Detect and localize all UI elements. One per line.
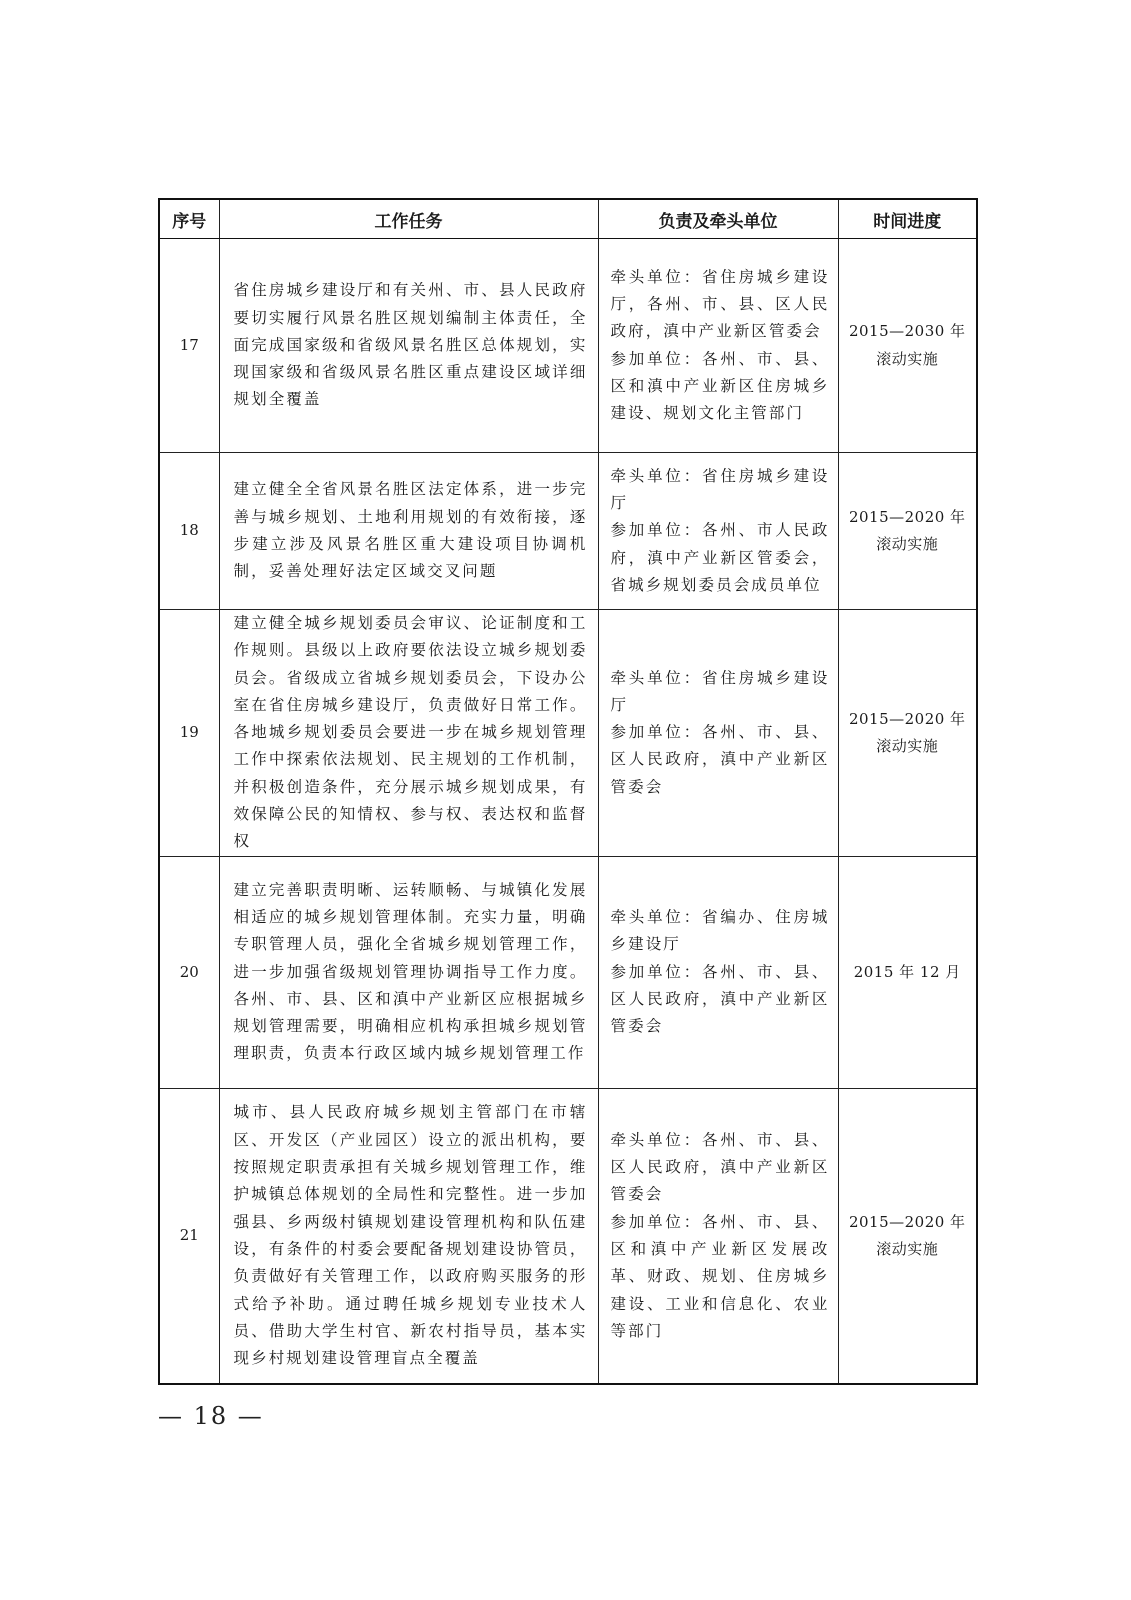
row-time: 2015—2020 年滚动实施 [838,453,977,610]
row-task: 建立完善职责明晰、运转顺畅、与城镇化发展相适应的城乡规划管理体制。充实力量，明确专职管理人员，强化全省城乡规划管理工作，进一步加强省级规划管理协调指导工作力度。各州、市、县、区和滇中产业新区应根据城乡规划管理需要，明确相应机构承担城乡规划管理职责，负责本行政区域内城乡规划管理工作 [219,856,598,1088]
row-number: 19 [159,610,219,857]
header-time: 时间进度 [838,199,977,239]
page-number: — 18 — [158,1402,264,1430]
table-row [159,1088,977,1384]
row-time: 2015 年 12 月 [838,856,977,1088]
lead-unit: 牵头单位：省住房城乡建设厅 [610,466,830,513]
row-dept [598,610,838,857]
table-row [159,239,977,453]
participating-unit: 参加单位：各州、市、县、区人民政府，滇中产业新区管委会 [610,962,830,1036]
row-time: 2015—2020 年滚动实施 [838,1088,977,1384]
table-header [159,199,977,239]
row-number: 17 [159,239,219,453]
header-num: 序号 [159,199,219,239]
header-dept: 负责及牵头单位 [598,199,838,239]
row-number: 20 [159,856,219,1088]
row-number: 21 [159,1088,219,1384]
header-task: 工作任务 [219,199,598,239]
row-dept [598,1088,838,1384]
row-task: 建立健全全省风景名胜区法定体系，进一步完善与城乡规划、土地利用规划的有效衔接，逐步建立涉及风景名胜区重大建设项目协调机制，妥善处理好法定区域交叉问题 [219,453,598,610]
participating-unit: 参加单位：各州、市、县、区人民政府，滇中产业新区管委会 [610,723,830,796]
row-time: 2015—2030 年滚动实施 [838,239,977,453]
participating-unit: 参加单位：各州、市、县、区和滇中产业新区住房城乡建设、规划文化主管部门 [610,349,830,423]
row-task: 城市、县人民政府城乡规划主管部门在市辖区、开发区（产业园区）设立的派出机构，要按照规定职责承担有关城乡规划管理工作，维护城镇总体规划的全局性和完整性。进一步加强县、乡两级村镇规划建设管理机构和队伍建设，有条件的村委会要配备规划建设协管员，负责做好有关管理工作，以政府购买服务的形式给予补助。通过聘任城乡规划专业技术人员、借助大学生村官、新农村指导员，基本实现乡村规划建设管理盲点全覆盖 [219,1088,598,1384]
lead-unit: 牵头单位：各州、市、县、区人民政府，滇中产业新区管委会 [610,1130,830,1204]
row-task: 建立健全城乡规划委员会审议、论证制度和工作规则。县级以上政府要依法设立城乡规划委员会。省级成立省城乡规划委员会，下设办公室在省住房城乡建设厅，负责做好日常工作。各地城乡规划委员会要进一步在城乡规划管理工作中探索依法规划、民主规划的工作机制，并积极创造条件，充分展示城乡规划成果，有效保障公民的知情权、参与权、表达权和监督权 [219,610,598,857]
lead-unit: 牵头单位：省住房城乡建设厅，各州、市、县、区人民政府，滇中产业新区管委会 [610,267,830,341]
row-dept [598,453,838,610]
row-number: 18 [159,453,219,610]
participating-unit: 参加单位：各州、市、县、区和滇中产业新区发展改革、财政、规划、住房城乡建设、工业和信息化、农业等部门 [610,1212,830,1340]
task-table [158,198,978,1385]
table-row [159,856,977,1088]
table-body [159,239,977,1385]
lead-unit: 牵头单位：省住房城乡建设厅 [610,668,830,714]
table-row [159,610,977,857]
row-dept [598,239,838,453]
header-row [159,199,977,239]
lead-unit: 牵头单位：省编办、住房城乡建设厅 [610,907,830,954]
row-task: 省住房城乡建设厅和有关州、市、县人民政府要切实履行风景名胜区规划编制主体责任，全面完成国家级和省级风景名胜区总体规划，实现国家级和省级风景名胜区重点建设区域详细规划全覆盖 [219,239,598,453]
row-dept [598,856,838,1088]
row-time: 2015—2020 年滚动实施 [838,610,977,857]
table-row [159,453,977,610]
participating-unit: 参加单位：各州、市人民政府，滇中产业新区管委会，省城乡规划委员会成员单位 [610,521,830,594]
